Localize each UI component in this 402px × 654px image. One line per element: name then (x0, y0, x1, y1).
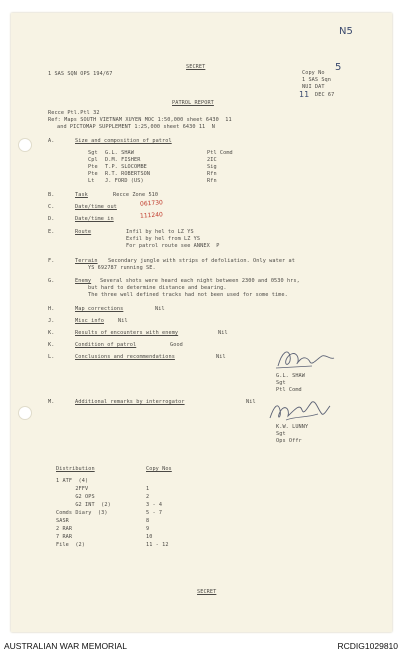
distribution-copies: 9 (146, 526, 150, 532)
section-letter: D. (48, 216, 55, 222)
section-letter: K. (48, 330, 55, 336)
section-label: Condition of patrol (75, 342, 137, 348)
date-month-year: DEC 67 (315, 92, 335, 98)
distribution-copies: 2 (146, 494, 150, 500)
distribution-heading: Distribution (56, 466, 95, 472)
section-letter: M. (48, 399, 55, 405)
section-letter: C. (48, 204, 55, 210)
distribution-recipient: 2 RAR (56, 526, 73, 532)
copy-location: NUI DAT (302, 84, 325, 90)
section-label: Date/time out (75, 204, 117, 210)
distribution-copies: 10 (146, 534, 153, 540)
member-rank: Cpl (88, 157, 98, 163)
section-label: Date/time in (75, 216, 114, 222)
section-letter: H. (48, 306, 55, 312)
section-letter: A. (48, 138, 55, 144)
handwritten-time-out: 061730 (139, 199, 164, 208)
enemy-text: but hard to determine distance and bearing. (88, 285, 227, 291)
archive-name: AUSTRALIAN WAR MEMORIAL (4, 641, 127, 651)
distribution-recipient: 1 ATF (4) (56, 478, 89, 484)
terrain-text: Secondary jungle with strips of defoliation. Only water at (108, 258, 295, 264)
distribution-recipient: G2 INT (2) (56, 502, 111, 508)
section-label: Enemy (75, 278, 92, 284)
section-letter: E. (48, 229, 55, 235)
signatory-rank: Sgt (276, 431, 286, 437)
section-letter: L. (48, 354, 55, 360)
handwritten-time-in: 111240 (139, 211, 164, 220)
punch-hole (18, 406, 32, 420)
enemy-text: The three well defined tracks had not been used for some time. (88, 292, 288, 298)
signature-shaw (272, 346, 338, 374)
distribution-copies: 11 - 12 (146, 542, 169, 548)
signatory-name: G.L. SHAW (276, 373, 306, 379)
route-line: Exfil by hel from LZ YS (126, 236, 201, 242)
member-name: G.L. SHAW (105, 150, 135, 156)
section-letter: F. (48, 258, 55, 264)
distribution-recipient: File (2) (56, 542, 86, 548)
section-label: Misc info (75, 318, 105, 324)
signatory-rank: Sgt (276, 380, 286, 386)
member-role: Rfn (207, 171, 217, 177)
distribution-copies: 8 (146, 518, 150, 524)
section-letter: J. (48, 318, 55, 324)
archive-footer (0, 636, 402, 654)
date-day: 11 (299, 90, 310, 99)
route-line: For patrol route see ANNEX P (126, 243, 220, 249)
footer-security-marking: SECRET (197, 589, 217, 595)
member-role: Ptl Comd (207, 150, 233, 156)
encounters-value: Nil (218, 330, 228, 336)
task-value: Recce Zone 510 (113, 192, 159, 198)
section-label: Conclusions and recommendations (75, 354, 175, 360)
member-name: T.P. SLOCOMBE (105, 164, 147, 170)
remarks-value: Nil (246, 399, 256, 405)
map-reference-line-1: Ref: Maps SOUTH VIETNAM XUYEN MOC 1:50,000 sheet 6430 11 (48, 117, 232, 123)
copy-nos-heading: Copy Nos (146, 466, 172, 472)
distribution-copies: 5 - 7 (146, 510, 163, 516)
section-label: Additional remarks by interrogator (75, 399, 185, 405)
section-letter: B. (48, 192, 55, 198)
member-name: J. FORD (US) (105, 178, 144, 184)
section-label: Map corrections (75, 306, 124, 312)
member-rank: Lt (88, 178, 95, 184)
punch-hole (18, 138, 32, 152)
distribution-recipient: 2FFV (56, 486, 89, 492)
enemy-text: Several shots were heard each night between 2300 and 0530 hrs, (100, 278, 300, 284)
signatory-role: Ops Offr (276, 438, 302, 444)
copy-label: Copy No (302, 70, 325, 76)
security-heading: SECRET (186, 64, 206, 70)
member-role: Rfn (207, 178, 217, 184)
distribution-recipient: 7 RAR (56, 534, 73, 540)
distribution-copies: 1 (146, 486, 150, 492)
section-label: Terrain (75, 258, 98, 264)
member-rank: Pte (88, 171, 98, 177)
route-line: Infil by hel to LZ YS (126, 229, 194, 235)
terrain-text: YS 692787 running SE. (88, 265, 156, 271)
map-reference-line-2: and PICTOMAP SUPPLEMENT 1:25,000 sheet 6430 11 N (57, 124, 215, 130)
section-letter: K. (48, 342, 55, 348)
distribution-recipient: Comds Diary (3) (56, 510, 108, 516)
signatory-role: Ptl Comd (276, 387, 302, 393)
member-role: Sig (207, 164, 217, 170)
member-rank: Pte (88, 164, 98, 170)
distribution-recipient: G2 OPS (56, 494, 95, 500)
signature-lunny (266, 396, 332, 426)
member-role: 2IC (207, 157, 217, 163)
copy-number: 5 (335, 62, 342, 73)
reference-number: 1 SAS SQN OPS 194/67 (48, 71, 113, 77)
section-label: Task (75, 192, 88, 198)
section-label: Size and composition of patrol (75, 138, 172, 144)
patrol-identifier: Recce Ptl.Ptl 32 (48, 110, 100, 116)
member-name: D.M. FISHER (105, 157, 141, 163)
conclusions-value: Nil (216, 354, 226, 360)
distribution-recipient: SASR (56, 518, 69, 524)
report-title: PATROL REPORT (172, 100, 214, 106)
signatory-name: K.W. LUNNY (276, 424, 309, 430)
map-corrections-value: Nil (155, 306, 165, 312)
section-letter: G. (48, 278, 55, 284)
section-label: Route (75, 229, 92, 235)
section-label: Results of encounters with enemy (75, 330, 179, 336)
archive-reference: RCDIG1029810 (337, 641, 398, 651)
distribution-copies: 3 - 4 (146, 502, 163, 508)
member-name: R.T. ROBERTSON (105, 171, 151, 177)
corner-mark: N5 (339, 26, 353, 37)
member-rank: Sgt (88, 150, 98, 156)
copy-to: 1 SAS Sqn (302, 77, 332, 83)
condition-value: Good (170, 342, 183, 348)
misc-info-value: Nil (118, 318, 128, 324)
